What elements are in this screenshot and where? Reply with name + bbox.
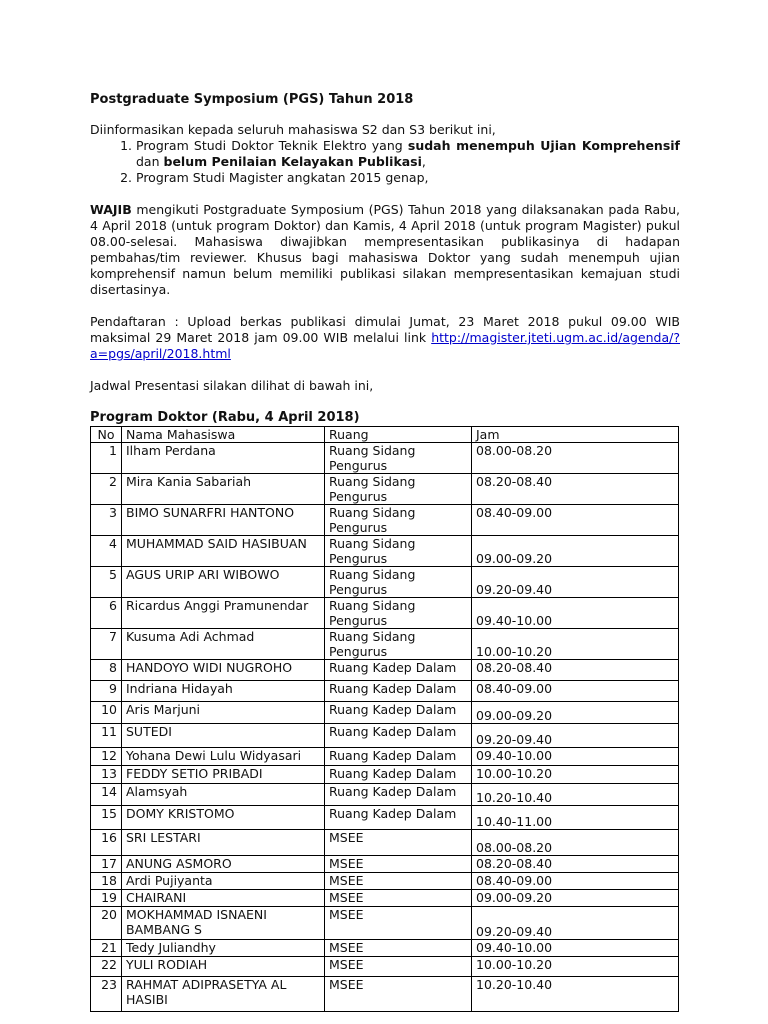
- registration-link[interactable]: http://magister.jteti.ugm.ac.id/agenda/?a=pgs/april/2018.html: [90, 330, 680, 361]
- page-title: Postgraduate Symposium (PGS) Tahun 2018: [90, 92, 414, 107]
- row-time: 09.40-10.00: [472, 940, 679, 957]
- row-no: 18: [91, 873, 122, 890]
- row-name: MUHAMMAD SAID HASIBUAN: [122, 536, 325, 567]
- schedule-note: Jadwal Presentasi silakan dilihat di bawah ini,: [90, 378, 374, 393]
- notice-paragraph: WAJIB mengikuti Postgraduate Symposium (PGS) Tahun 2018 yang dilaksanakan pada Rabu, 4 April 2018 (untuk program Doktor) dan Kamis, 4 April 2018 (untuk program Magister) pukul 08.00-selesai. Mahasiswa diwajibkan mempresentasikan publikasinya di hadapan pembahas/tim reviewer. Khusus bagi mahasiswa Doktor yang sudah menempuh ujian komprehensif namun belum memiliki publikasi silakan mempresentasikan kemajuan studi disertasinya.: [90, 202, 680, 297]
- row-time: 09.40-10.00: [472, 748, 679, 766]
- row-room: Ruang Sidang Pengurus: [325, 474, 472, 505]
- row-room: Ruang Kadep Dalam: [325, 681, 472, 702]
- row-no: 1: [91, 443, 122, 474]
- row-no: 23: [91, 977, 122, 1012]
- table-row: [91, 629, 679, 660]
- table-row: [91, 940, 679, 957]
- table-row: [91, 567, 679, 598]
- row-room: Ruang Kadep Dalam: [325, 724, 472, 748]
- table-row: [91, 907, 679, 940]
- row-no: 17: [91, 856, 122, 873]
- table-row: [91, 598, 679, 629]
- row-no: 4: [91, 536, 122, 567]
- row-name: SUTEDI: [122, 724, 325, 748]
- table-row: [91, 977, 679, 1012]
- row-time: 08.40-09.00: [472, 681, 679, 702]
- audience-list: [90, 138, 680, 186]
- row-name: SRI LESTARI: [122, 830, 325, 856]
- row-room: MSEE: [325, 830, 472, 856]
- table-row: [91, 957, 679, 977]
- row-no: 16: [91, 830, 122, 856]
- row-name: FEDDY SETIO PRIBADI: [122, 766, 325, 784]
- header-no: No: [91, 427, 122, 443]
- table-row: [91, 536, 679, 567]
- registration-paragraph: Pendaftaran : Upload berkas publikasi dimulai Jumat, 23 Maret 2018 pukul 09.00 WIB maksimal 29 Maret 2018 jam 09.00 WIB melalui link http://magister.jteti.ugm.ac.id/agenda/?a=pgs/april/2018.html: [90, 314, 680, 361]
- row-no: 22: [91, 957, 122, 977]
- row-no: 9: [91, 681, 122, 702]
- row-room: Ruang Kadep Dalam: [325, 702, 472, 724]
- table-row: [91, 748, 679, 766]
- row-no: 11: [91, 724, 122, 748]
- row-name: AGUS URIP ARI WIBOWO: [122, 567, 325, 598]
- table-row: [91, 660, 679, 681]
- table-row: [91, 474, 679, 505]
- row-time: 08.00-08.20: [472, 830, 679, 856]
- row-name: YULI RODIAH: [122, 957, 325, 977]
- row-no: 2: [91, 474, 122, 505]
- row-room: Ruang Kadep Dalam: [325, 748, 472, 766]
- row-no: 21: [91, 940, 122, 957]
- row-no: 10: [91, 702, 122, 724]
- row-time: 10.20-10.40: [472, 977, 679, 1012]
- section-title: Program Doktor (Rabu, 4 April 2018): [90, 410, 360, 425]
- table-row: [91, 505, 679, 536]
- row-room: Ruang Kadep Dalam: [325, 660, 472, 681]
- row-name: Mira Kania Sabariah: [122, 474, 325, 505]
- row-no: 8: [91, 660, 122, 681]
- row-room: Ruang Kadep Dalam: [325, 766, 472, 784]
- document-page: [90, 92, 680, 1012]
- row-time: 10.00-10.20: [472, 629, 679, 660]
- row-time: 10.20-10.40: [472, 784, 679, 806]
- row-no: 13: [91, 766, 122, 784]
- row-room: MSEE: [325, 856, 472, 873]
- row-name: Tedy Juliandhy: [122, 940, 325, 957]
- table-row: [91, 681, 679, 702]
- table-row: [91, 443, 679, 474]
- row-room: Ruang Sidang Pengurus: [325, 598, 472, 629]
- header-room: Ruang: [325, 427, 472, 443]
- row-room: MSEE: [325, 940, 472, 957]
- table-row: [91, 766, 679, 784]
- row-time: 10.40-11.00: [472, 806, 679, 830]
- row-time: 08.00-08.20: [472, 443, 679, 474]
- row-room: Ruang Sidang Pengurus: [325, 567, 472, 598]
- row-time: 09.00-09.20: [472, 536, 679, 567]
- row-no: 7: [91, 629, 122, 660]
- row-room: MSEE: [325, 977, 472, 1012]
- row-room: MSEE: [325, 873, 472, 890]
- table-row: [91, 702, 679, 724]
- row-name: Ardi Pujiyanta: [122, 873, 325, 890]
- header-time: Jam: [472, 427, 679, 443]
- row-time: 09.20-09.40: [472, 567, 679, 598]
- row-room: Ruang Kadep Dalam: [325, 806, 472, 830]
- row-time: 08.20-08.40: [472, 660, 679, 681]
- row-name: Aris Marjuni: [122, 702, 325, 724]
- schedule-table: [90, 426, 679, 1012]
- row-room: MSEE: [325, 957, 472, 977]
- row-name: Alamsyah: [122, 784, 325, 806]
- row-time: 09.20-09.40: [472, 724, 679, 748]
- table-header-row: [91, 427, 679, 443]
- row-name: DOMY KRISTOMO: [122, 806, 325, 830]
- row-no: 6: [91, 598, 122, 629]
- row-name: MOKHAMMAD ISNAENI BAMBANG S: [122, 907, 325, 940]
- row-room: Ruang Sidang Pengurus: [325, 536, 472, 567]
- row-room: Ruang Sidang Pengurus: [325, 505, 472, 536]
- row-time: 10.00-10.20: [472, 766, 679, 784]
- row-time: 09.40-10.00: [472, 598, 679, 629]
- row-no: 19: [91, 890, 122, 907]
- intro-line: Diinformasikan kepada seluruh mahasiswa S2 dan S3 berikut ini,: [90, 122, 496, 137]
- table-row: [91, 784, 679, 806]
- row-name: Ricardus Anggi Pramunendar: [122, 598, 325, 629]
- row-time: 08.20-08.40: [472, 474, 679, 505]
- table-row: [91, 856, 679, 873]
- row-name: Kusuma Adi Achmad: [122, 629, 325, 660]
- row-time: 10.00-10.20: [472, 957, 679, 977]
- row-no: 3: [91, 505, 122, 536]
- row-name: Ilham Perdana: [122, 443, 325, 474]
- row-no: 14: [91, 784, 122, 806]
- list-item: 1. Program Studi Doktor Teknik Elektro yang sudah menempuh Ujian Komprehensif dan belum Penilaian Kelayakan Publikasi,: [136, 138, 680, 170]
- row-no: 12: [91, 748, 122, 766]
- row-room: MSEE: [325, 890, 472, 907]
- row-time: 08.20-08.40: [472, 856, 679, 873]
- table-row: [91, 830, 679, 856]
- row-room: Ruang Sidang Pengurus: [325, 629, 472, 660]
- row-time: 09.20-09.40: [472, 907, 679, 940]
- row-name: BIMO SUNARFRI HANTONO: [122, 505, 325, 536]
- list-item: 2. Program Studi Magister angkatan 2015 genap,: [136, 170, 680, 186]
- row-time: 08.40-09.00: [472, 873, 679, 890]
- row-name: Yohana Dewi Lulu Widyasari: [122, 748, 325, 766]
- row-time: 09.00-09.20: [472, 702, 679, 724]
- table-row: [91, 724, 679, 748]
- row-room: Ruang Sidang Pengurus: [325, 443, 472, 474]
- row-name: Indriana Hidayah: [122, 681, 325, 702]
- row-no: 5: [91, 567, 122, 598]
- header-name: Nama Mahasiswa: [122, 427, 325, 443]
- row-room: Ruang Kadep Dalam: [325, 784, 472, 806]
- row-time: 09.00-09.20: [472, 890, 679, 907]
- table-row: [91, 806, 679, 830]
- row-time: 08.40-09.00: [472, 505, 679, 536]
- row-room: MSEE: [325, 907, 472, 940]
- row-name: CHAIRANI: [122, 890, 325, 907]
- row-name: RAHMAT ADIPRASETYA AL HASIBI: [122, 977, 325, 1012]
- row-no: 15: [91, 806, 122, 830]
- table-row: [91, 873, 679, 890]
- table-row: [91, 890, 679, 907]
- row-no: 20: [91, 907, 122, 940]
- row-name: HANDOYO WIDI NUGROHO: [122, 660, 325, 681]
- row-name: ANUNG ASMORO: [122, 856, 325, 873]
